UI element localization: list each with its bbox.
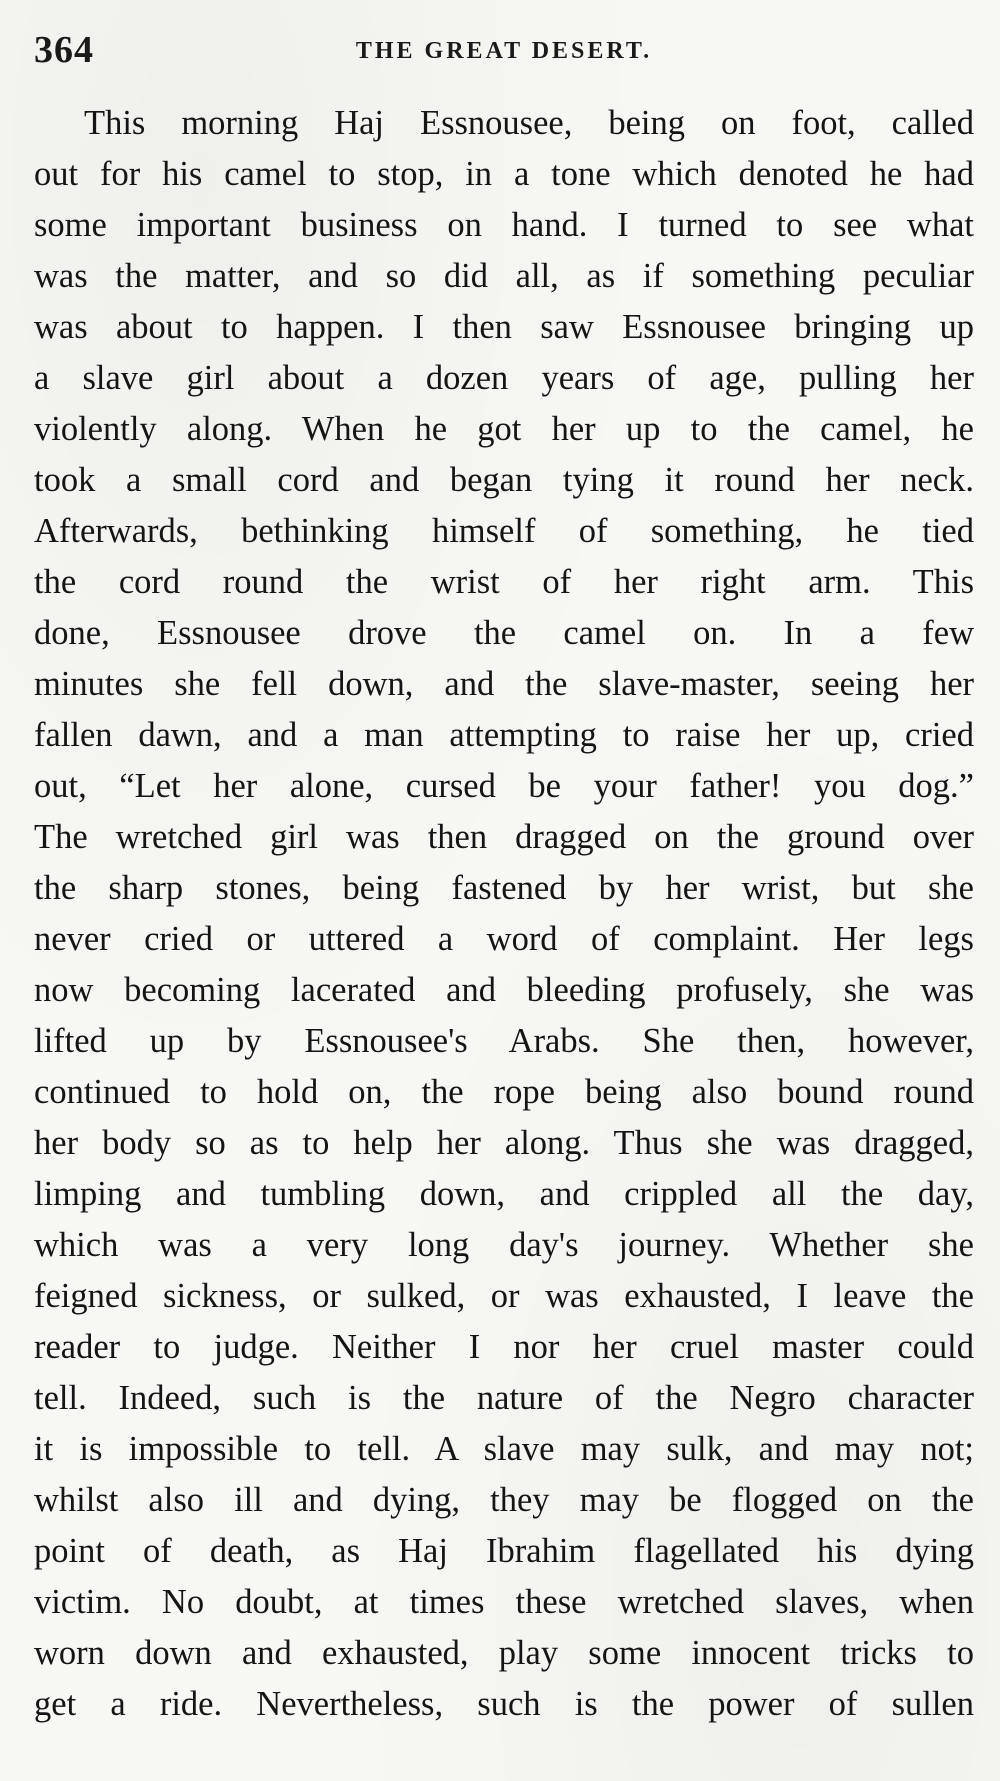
text-line: Afterwards, bethinking himself of something, he tied bbox=[34, 512, 974, 550]
text-line: whilst also ill and dying, they may be flogged on the bbox=[34, 1481, 974, 1519]
text-line: limping and tumbling down, and crippled all the day, bbox=[34, 1175, 974, 1213]
body-paragraph bbox=[34, 98, 974, 1730]
text-line: This morning Haj Essnousee, being on foot, called bbox=[84, 104, 974, 142]
text-line: continued to hold on, the rope being also bound round bbox=[34, 1073, 974, 1111]
text-line: never cried or uttered a word of complaint. Her legs bbox=[34, 920, 974, 958]
text-line: point of death, as Haj Ibrahim flagellated his dying bbox=[34, 1532, 974, 1570]
text-line: took a small cord and began tying it round her neck. bbox=[34, 461, 974, 499]
text-line: worn down and exhausted, play some innocent tricks to bbox=[34, 1634, 974, 1672]
text-line: fallen dawn, and a man attempting to raise her up, cried bbox=[34, 716, 974, 754]
text-line: tell. Indeed, such is the nature of the Negro character bbox=[34, 1379, 974, 1417]
text-line: reader to judge. Neither I nor her cruel master could bbox=[34, 1328, 974, 1366]
text-line: the cord round the wrist of her right arm. This bbox=[34, 563, 974, 601]
text-line: lifted up by Essnousee's Arabs. She then, however, bbox=[34, 1022, 974, 1060]
text-line: some important business on hand. I turned to see what bbox=[34, 206, 974, 244]
text-line: done, Essnousee drove the camel on. In a few bbox=[34, 614, 974, 652]
text-line: a slave girl about a dozen years of age, pulling her bbox=[34, 359, 974, 397]
text-line: feigned sickness, or sulked, or was exhausted, I leave the bbox=[34, 1277, 974, 1315]
page-number: 364 bbox=[34, 29, 94, 71]
running-title: THE GREAT DESERT. bbox=[355, 38, 653, 64]
text-line: get a ride. Nevertheless, such is the power of sullen bbox=[34, 1685, 974, 1723]
text-line: her body so as to help her along. Thus she was dragged, bbox=[34, 1124, 974, 1162]
text-line: now becoming lacerated and bleeding profusely, she was bbox=[34, 971, 974, 1009]
text-line: which was a very long day's journey. Whether she bbox=[34, 1226, 974, 1264]
text-line: was the matter, and so did all, as if something peculiar bbox=[34, 257, 974, 295]
text-line: violently along. When he got her up to the camel, he bbox=[34, 410, 974, 448]
text-line: it is impossible to tell. A slave may sulk, and may not; bbox=[34, 1430, 974, 1468]
text-line: the sharp stones, being fastened by her wrist, but she bbox=[34, 869, 974, 907]
text-line: The wretched girl was then dragged on the ground over bbox=[34, 818, 974, 856]
page-header bbox=[34, 28, 974, 78]
text-line: out for his camel to stop, in a tone which denoted he had bbox=[34, 155, 974, 193]
text-line: was about to happen. I then saw Essnousee bringing up bbox=[34, 308, 974, 346]
text-line: out, “Let her alone, cursed be your father! you dog.” bbox=[34, 767, 974, 805]
text-line: victim. No doubt, at times these wretched slaves, when bbox=[34, 1583, 974, 1621]
text-line: minutes she fell down, and the slave-master, seeing her bbox=[34, 665, 974, 703]
